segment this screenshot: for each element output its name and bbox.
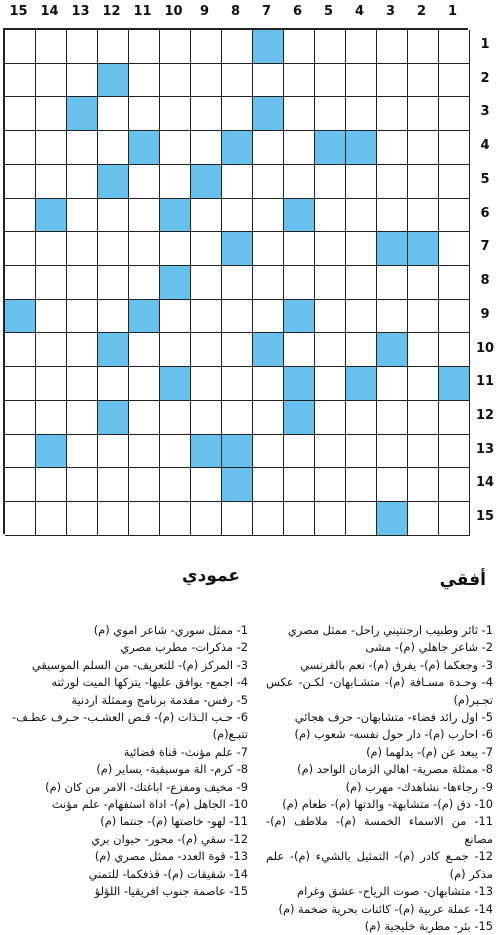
row-number: 1 xyxy=(480,37,490,52)
grid-cell[interactable] xyxy=(253,300,284,334)
grid-cell[interactable] xyxy=(346,64,377,98)
grid-cell[interactable] xyxy=(439,97,470,131)
grid-cell[interactable] xyxy=(377,266,408,300)
shaded-cell[interactable] xyxy=(253,30,284,64)
grid-cell[interactable] xyxy=(377,64,408,98)
column-number: 2 xyxy=(416,4,427,19)
grid-cell[interactable] xyxy=(36,333,67,367)
grid-cell[interactable] xyxy=(253,266,284,300)
grid-cell[interactable] xyxy=(408,165,439,199)
shaded-cell[interactable] xyxy=(377,502,408,536)
grid-cell[interactable] xyxy=(5,367,36,401)
grid-cell[interactable] xyxy=(222,199,253,233)
shaded-cell[interactable] xyxy=(36,435,67,469)
grid-cell[interactable] xyxy=(222,401,253,435)
grid-cell[interactable] xyxy=(67,64,98,98)
grid-cell[interactable] xyxy=(5,131,36,165)
grid-cell[interactable] xyxy=(253,199,284,233)
grid-cell[interactable] xyxy=(315,435,346,469)
column-number: 3 xyxy=(385,4,396,19)
grid-cell[interactable] xyxy=(439,131,470,165)
grid-cell[interactable] xyxy=(160,232,191,266)
shaded-cell[interactable] xyxy=(222,232,253,266)
grid-cell[interactable] xyxy=(439,435,470,469)
grid-cell[interactable] xyxy=(253,232,284,266)
shaded-cell[interactable] xyxy=(129,131,160,165)
column-number: 8 xyxy=(230,4,241,19)
grid-cell[interactable] xyxy=(191,30,222,64)
vertical-clue: 9- مخيف ومفزع- اباغتك- الامر من كان (م) xyxy=(45,779,248,794)
grid-cell[interactable] xyxy=(253,165,284,199)
grid-cell[interactable] xyxy=(315,64,346,98)
grid-cell[interactable] xyxy=(36,165,67,199)
grid-cell[interactable] xyxy=(377,300,408,334)
row-number: 12 xyxy=(475,408,495,424)
grid-cell[interactable] xyxy=(222,502,253,536)
grid-cell[interactable] xyxy=(222,165,253,199)
vertical-title: عمودي xyxy=(182,566,240,586)
grid-cell[interactable] xyxy=(191,502,222,536)
shaded-cell[interactable] xyxy=(160,367,191,401)
horizontal-clue: 8- ممثلة مصرية- اهالي الزمان الواحد (م) xyxy=(297,762,493,777)
grid-cell[interactable] xyxy=(284,165,315,199)
grid-cell[interactable] xyxy=(67,266,98,300)
grid-cell[interactable] xyxy=(408,64,439,98)
grid-cell[interactable] xyxy=(315,300,346,334)
horizontal-clue: 7- يبعد عن (م)- يدلهما (م) xyxy=(366,744,493,759)
row-number: 7 xyxy=(480,239,490,255)
vertical-clue: 8- كرم- الة موسيقية- يساير (م) xyxy=(96,762,248,777)
grid-cell[interactable] xyxy=(346,30,377,64)
grid-cell[interactable] xyxy=(129,266,160,300)
grid-cell[interactable] xyxy=(98,300,129,334)
grid-cell[interactable] xyxy=(67,435,98,469)
grid-cell[interactable] xyxy=(191,367,222,401)
grid-cell[interactable] xyxy=(315,401,346,435)
grid-cell[interactable] xyxy=(67,165,98,199)
column-number: 5 xyxy=(323,4,334,19)
grid-cell[interactable] xyxy=(98,97,129,131)
grid-cell[interactable] xyxy=(36,367,67,401)
vertical-clue: 13- قوة العدد- ممثل مصري (م) xyxy=(94,849,248,864)
grid-cell[interactable] xyxy=(346,401,377,435)
grid-cell[interactable] xyxy=(439,199,470,233)
grid-cell[interactable] xyxy=(346,435,377,469)
grid-cell[interactable] xyxy=(5,64,36,98)
grid-cell[interactable] xyxy=(315,468,346,502)
grid-cell[interactable] xyxy=(377,199,408,233)
shaded-cell[interactable] xyxy=(315,131,346,165)
grid-cell[interactable] xyxy=(346,300,377,334)
row-number: 4 xyxy=(480,138,490,154)
grid-cell[interactable] xyxy=(191,468,222,502)
grid-cell[interactable] xyxy=(408,367,439,401)
grid-cell[interactable] xyxy=(377,468,408,502)
grid-cell[interactable] xyxy=(408,30,439,64)
vertical-clue: 7- علم مؤنث- قناة فضائية xyxy=(123,744,248,759)
grid-cell[interactable] xyxy=(160,401,191,435)
grid-cell[interactable] xyxy=(129,165,160,199)
grid-cell[interactable] xyxy=(67,401,98,435)
grid-cell[interactable] xyxy=(439,468,470,502)
grid-cell[interactable] xyxy=(129,435,160,469)
horizontal-clue: 15- بئر- مطربة خليجية (م) xyxy=(364,918,493,933)
column-number: 6 xyxy=(292,4,303,19)
vertical-clue: 2- مذكرات- مطرب مصري xyxy=(120,640,248,655)
grid-cell[interactable] xyxy=(408,199,439,233)
horizontal-clue: 12- جمـع كادر (م)- التمثيل بالشيء (م)- علم مذكر (م) xyxy=(266,849,493,881)
horizontal-clue: 2- شاعر جاهلي (م)- مشى xyxy=(365,640,493,655)
grid-cell[interactable] xyxy=(36,97,67,131)
grid-cell[interactable] xyxy=(253,468,284,502)
grid-cell[interactable] xyxy=(98,30,129,64)
grid-cell[interactable] xyxy=(315,165,346,199)
grid-cell[interactable] xyxy=(253,401,284,435)
shaded-cell[interactable] xyxy=(377,333,408,367)
grid-cell[interactable] xyxy=(346,232,377,266)
grid-cell[interactable] xyxy=(222,30,253,64)
grid-cell[interactable] xyxy=(439,266,470,300)
vertical-clue: 5- رفس- مقدمة برنامج وممثلة اردنية xyxy=(71,692,248,707)
shaded-cell[interactable] xyxy=(160,199,191,233)
grid-cell[interactable] xyxy=(160,468,191,502)
grid-cell[interactable] xyxy=(346,199,377,233)
grid-cell[interactable] xyxy=(222,333,253,367)
shaded-cell[interactable] xyxy=(377,232,408,266)
grid-cell[interactable] xyxy=(160,333,191,367)
grid-cell[interactable] xyxy=(284,64,315,98)
grid-cell[interactable] xyxy=(315,97,346,131)
grid-cell[interactable] xyxy=(160,131,191,165)
grid-cell[interactable] xyxy=(5,232,36,266)
grid-cell[interactable] xyxy=(5,401,36,435)
grid-cell[interactable] xyxy=(36,131,67,165)
grid-cell[interactable] xyxy=(346,165,377,199)
grid-cell[interactable] xyxy=(439,232,470,266)
horizontal-clue: 3- وجعكما (م)- يفرق (م)- نعم بالفرنسي xyxy=(300,657,493,672)
horizontal-clue-list xyxy=(266,622,493,935)
horizontal-clue: 14- عملة عربية (م)- كائنات بحرية ضخمة (م) xyxy=(278,901,493,916)
vertical-clue: 3- المركز (م)- للتعريف- من السلم الموسيقي xyxy=(31,657,248,672)
grid-cell[interactable] xyxy=(98,468,129,502)
vertical-clue: 6- حـب الـذات (م)- قـص العشـب- حـرف عطـف- تتبـع(م) xyxy=(12,710,248,742)
grid-cell[interactable] xyxy=(439,64,470,98)
grid-cell[interactable] xyxy=(408,333,439,367)
row-number: 10 xyxy=(475,340,495,356)
row-number: 5 xyxy=(480,171,490,187)
grid-cell[interactable] xyxy=(439,30,470,64)
column-number: 14 xyxy=(40,4,59,19)
grid-cell[interactable] xyxy=(67,232,98,266)
row-number: 9 xyxy=(480,306,490,322)
grid-cell[interactable] xyxy=(5,333,36,367)
grid-cell[interactable] xyxy=(222,367,253,401)
shaded-cell[interactable] xyxy=(253,333,284,367)
column-number: 7 xyxy=(261,4,272,19)
grid-cell[interactable] xyxy=(315,502,346,536)
grid-cell[interactable] xyxy=(160,165,191,199)
grid-cell[interactable] xyxy=(5,468,36,502)
horizontal-clue: 4- وحـدة مسـافة (م)- متشـابهان- لكـن- عكس تجـبر(م) xyxy=(266,675,493,707)
grid-cell[interactable] xyxy=(408,401,439,435)
vertical-clue: 1- ممثل سوري- شاعر اموي (م) xyxy=(93,623,248,637)
grid-cell[interactable] xyxy=(408,97,439,131)
grid-cell[interactable] xyxy=(222,64,253,98)
row-number: 2 xyxy=(480,70,490,86)
shaded-cell[interactable] xyxy=(98,401,129,435)
grid-cell[interactable] xyxy=(98,502,129,536)
row-number: 15 xyxy=(475,509,495,525)
row-number: 14 xyxy=(475,475,495,491)
grid-cell[interactable] xyxy=(98,232,129,266)
grid-cell[interactable] xyxy=(284,502,315,536)
grid-cell[interactable] xyxy=(67,502,98,536)
shaded-cell[interactable] xyxy=(5,300,36,334)
grid-cell[interactable] xyxy=(67,468,98,502)
shaded-cell[interactable] xyxy=(98,64,129,98)
shaded-cell[interactable] xyxy=(284,300,315,334)
grid-cell[interactable] xyxy=(129,97,160,131)
grid-cell[interactable] xyxy=(284,131,315,165)
grid-cell[interactable] xyxy=(346,468,377,502)
column-number: 11 xyxy=(133,4,152,19)
grid-cell[interactable] xyxy=(439,502,470,536)
grid-cell[interactable] xyxy=(36,232,67,266)
grid-cell[interactable] xyxy=(129,232,160,266)
grid-cell[interactable] xyxy=(98,266,129,300)
grid-cell[interactable] xyxy=(408,468,439,502)
grid-cell[interactable] xyxy=(36,64,67,98)
grid-cell[interactable] xyxy=(36,502,67,536)
grid-cell[interactable] xyxy=(160,97,191,131)
grid-cell[interactable] xyxy=(315,367,346,401)
column-number: 13 xyxy=(71,4,90,19)
grid-cell[interactable] xyxy=(98,435,129,469)
grid-cell[interactable] xyxy=(284,97,315,131)
grid-cell[interactable] xyxy=(377,367,408,401)
horizontal-clue: 1- ثائر وطبيب ارجنتيني راحل- ممثل مصري xyxy=(287,623,493,637)
horizontal-clue: 6- احارب (م)- دار حول نفسه- شعوب (م) xyxy=(294,727,493,742)
grid-cell[interactable] xyxy=(222,266,253,300)
grid-cell[interactable] xyxy=(129,502,160,536)
row-number: 13 xyxy=(475,441,495,457)
grid-cell[interactable] xyxy=(408,300,439,334)
grid-cell[interactable] xyxy=(129,468,160,502)
grid-cell[interactable] xyxy=(5,502,36,536)
crossword-grid xyxy=(3,28,468,534)
grid-cell[interactable] xyxy=(36,30,67,64)
grid-cell[interactable] xyxy=(191,401,222,435)
grid-cell[interactable] xyxy=(222,300,253,334)
grid-cell[interactable] xyxy=(160,502,191,536)
grid-cell[interactable] xyxy=(315,199,346,233)
shaded-cell[interactable] xyxy=(98,333,129,367)
grid-cell[interactable] xyxy=(5,266,36,300)
shaded-cell[interactable] xyxy=(439,367,470,401)
shaded-cell[interactable] xyxy=(222,468,253,502)
grid-cell[interactable] xyxy=(284,266,315,300)
grid-cell[interactable] xyxy=(284,333,315,367)
grid-cell[interactable] xyxy=(439,300,470,334)
grid-cell[interactable] xyxy=(439,401,470,435)
column-number: 4 xyxy=(354,4,365,19)
grid-cell[interactable] xyxy=(377,435,408,469)
shaded-cell[interactable] xyxy=(284,401,315,435)
shaded-cell[interactable] xyxy=(284,199,315,233)
grid-cell[interactable] xyxy=(67,333,98,367)
grid-cell[interactable] xyxy=(129,64,160,98)
grid-cell[interactable] xyxy=(160,300,191,334)
horizontal-clue: 13- متشابهان- صوت الرياح- عشق وغرام xyxy=(297,884,493,899)
grid-cell[interactable] xyxy=(129,333,160,367)
grid-cell[interactable] xyxy=(191,333,222,367)
grid-cell[interactable] xyxy=(5,30,36,64)
grid-cell[interactable] xyxy=(36,468,67,502)
grid-cell[interactable] xyxy=(439,165,470,199)
grid-cell[interactable] xyxy=(67,199,98,233)
vertical-clue: 15- عاصمة جنوب افريقيا- اللؤلؤ xyxy=(94,884,248,899)
row-number: 3 xyxy=(480,104,490,120)
grid-cell[interactable] xyxy=(160,64,191,98)
horizontal-clue: 5- اول رائد فضاء- متشابهان- حرف هجائي xyxy=(294,710,493,725)
grid-cell[interactable] xyxy=(191,232,222,266)
grid-cell[interactable] xyxy=(5,97,36,131)
grid-cell[interactable] xyxy=(439,333,470,367)
horizontal-title: أفقي xyxy=(439,570,486,590)
grid-cell[interactable] xyxy=(67,30,98,64)
grid-cell[interactable] xyxy=(284,232,315,266)
grid-cell[interactable] xyxy=(284,30,315,64)
grid-cell[interactable] xyxy=(377,97,408,131)
grid-cell[interactable] xyxy=(129,199,160,233)
grid-cell[interactable] xyxy=(315,232,346,266)
grid-cell[interactable] xyxy=(191,64,222,98)
shaded-cell[interactable] xyxy=(222,131,253,165)
shaded-cell[interactable] xyxy=(191,435,222,469)
grid-cell[interactable] xyxy=(191,97,222,131)
column-number: 15 xyxy=(9,4,28,19)
shaded-cell[interactable] xyxy=(222,435,253,469)
vertical-clue: 4- اجمع- يوافق عليها- يتركها الميت لورثته xyxy=(51,675,248,690)
grid-cell[interactable] xyxy=(253,64,284,98)
grid-cell[interactable] xyxy=(346,333,377,367)
grid-cell[interactable] xyxy=(253,131,284,165)
shaded-cell[interactable] xyxy=(98,165,129,199)
horizontal-clue: 10- دق (م)- متشابهة- والدتها (م)- طعام (م) xyxy=(282,797,493,812)
grid-cell[interactable] xyxy=(377,165,408,199)
horizontal-clue: 9- رجاءها- نشاهدك- مهرب (م) xyxy=(345,779,493,794)
grid-cell[interactable] xyxy=(191,131,222,165)
grid-cell[interactable] xyxy=(36,401,67,435)
grid-cell[interactable] xyxy=(98,131,129,165)
grid-cell[interactable] xyxy=(160,30,191,64)
grid-cell[interactable] xyxy=(377,30,408,64)
grid-cell[interactable] xyxy=(253,367,284,401)
grid-cell[interactable] xyxy=(129,401,160,435)
row-number: 6 xyxy=(480,205,490,221)
vertical-clue: 14- شقيقات (م)- قذفكما- للتمني xyxy=(88,866,248,881)
shaded-cell[interactable] xyxy=(253,97,284,131)
grid-cell[interactable] xyxy=(67,367,98,401)
row-number: 11 xyxy=(475,374,495,390)
grid-cell[interactable] xyxy=(346,502,377,536)
shaded-cell[interactable] xyxy=(129,300,160,334)
grid-cell[interactable] xyxy=(408,502,439,536)
grid-cell[interactable] xyxy=(129,367,160,401)
horizontal-clue: 11- من الاسماء الخمسة (م)- ملاطف (م)- مصانع xyxy=(266,814,493,846)
grid-cell[interactable] xyxy=(191,300,222,334)
grid-cell[interactable] xyxy=(315,266,346,300)
vertical-clue-list xyxy=(12,622,248,901)
grid-cell[interactable] xyxy=(191,266,222,300)
grid-cell[interactable] xyxy=(346,97,377,131)
vertical-clue: 11- لهو- خاصتها (م)- جنتما (م) xyxy=(100,814,248,829)
grid-cell[interactable] xyxy=(5,199,36,233)
grid-cell[interactable] xyxy=(98,199,129,233)
grid-cell[interactable] xyxy=(408,131,439,165)
grid-cell[interactable] xyxy=(377,401,408,435)
grid-cell[interactable] xyxy=(377,131,408,165)
grid-cell[interactable] xyxy=(5,435,36,469)
column-number: 12 xyxy=(102,4,121,19)
grid-cell[interactable] xyxy=(315,333,346,367)
shaded-cell[interactable] xyxy=(408,232,439,266)
row-number: 8 xyxy=(480,273,490,289)
grid-cell[interactable] xyxy=(408,266,439,300)
grid-cell[interactable] xyxy=(36,266,67,300)
vertical-clue: 10- الجاهل (م)- اداة استفهام- علم مؤنث xyxy=(51,797,248,812)
column-number: 10 xyxy=(164,4,183,19)
column-number: 1 xyxy=(447,4,458,19)
shaded-cell[interactable] xyxy=(36,199,67,233)
grid-cell[interactable] xyxy=(253,435,284,469)
grid-cell[interactable] xyxy=(191,199,222,233)
shaded-cell[interactable] xyxy=(191,165,222,199)
grid-cell[interactable] xyxy=(284,435,315,469)
column-number: 9 xyxy=(199,4,210,19)
grid-cell[interactable] xyxy=(408,435,439,469)
grid-cell[interactable] xyxy=(98,367,129,401)
grid-cell[interactable] xyxy=(160,435,191,469)
shaded-cell[interactable] xyxy=(346,131,377,165)
shaded-cell[interactable] xyxy=(67,97,98,131)
grid-cell[interactable] xyxy=(129,30,160,64)
shaded-cell[interactable] xyxy=(346,367,377,401)
grid-cell[interactable] xyxy=(284,468,315,502)
grid-cell[interactable] xyxy=(346,266,377,300)
shaded-cell[interactable] xyxy=(160,266,191,300)
grid-cell[interactable] xyxy=(5,165,36,199)
vertical-clue: 12- سقي (م)- محور- حيوان بري xyxy=(91,831,248,846)
shaded-cell[interactable] xyxy=(284,367,315,401)
grid-cell[interactable] xyxy=(222,97,253,131)
grid-cell[interactable] xyxy=(36,300,67,334)
grid-cell[interactable] xyxy=(253,502,284,536)
grid-cell[interactable] xyxy=(67,300,98,334)
grid-cell[interactable] xyxy=(315,30,346,64)
grid-cell[interactable] xyxy=(67,131,98,165)
